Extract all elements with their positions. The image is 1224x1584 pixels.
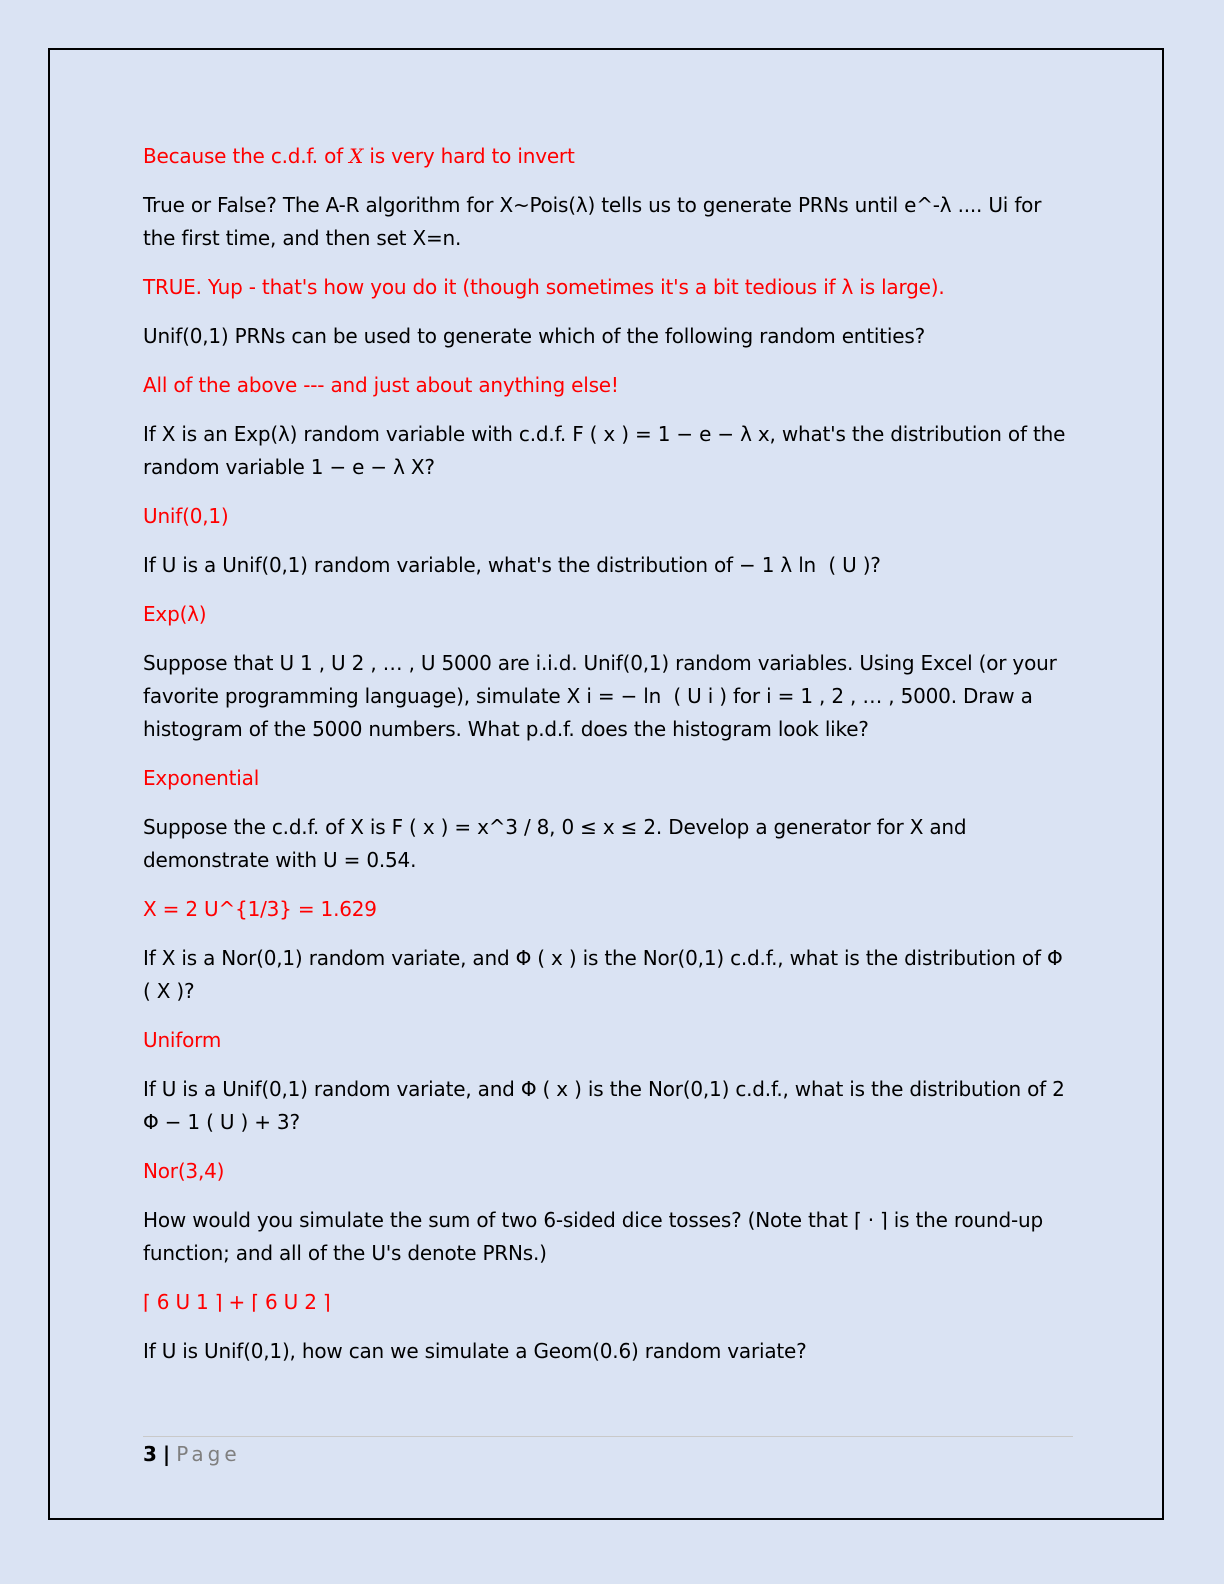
question-paragraph: If U is a Unif(0,1) random variable, what's the distribution of − 1 λ ln ⁡ ( U )? [143, 553, 881, 577]
answer-paragraph: Exponential [143, 766, 260, 790]
answer-paragraph: Because the c.d.f. of X is very hard to invert [143, 144, 575, 168]
question-paragraph: Suppose that U 1 , U 2 , … , U 5000 are i.i.d. Unif(0,1) random variables. Using Excel (or your favorite programming language), simulate X i = − ln ⁡ ( U i ) for i = 1 , 2 , … , 5000. Draw a histogram of the 5000 numbers. What p.d.f. does the histogram look like? [143, 651, 1057, 741]
answer-paragraph: Unif(0,1) [143, 504, 229, 528]
question-paragraph: If U is Unif(0,1), how can we simulate a Geom(0.6) random variate? [143, 1339, 807, 1363]
page-footer [143, 1440, 241, 1468]
answer-paragraph: ⌈ 6 U 1 ⌉ + ⌈ 6 U 2 ⌉ [143, 1290, 331, 1314]
question-paragraph: If X is an Exp(λ) random variable with c.d.f. F ( x ) = 1 − e − λ x, what's the distribution of the random variable 1 − e − λ X? [143, 422, 1066, 479]
question-paragraph: Suppose the c.d.f. of X is F ( x ) = x^3 / 8, 0 ≤ x ≤ 2. Develop a generator for X and demonstrate with U = 0.54. [143, 815, 967, 872]
footer-separator: | [162, 1442, 171, 1466]
answer-paragraph: Nor(3,4) [143, 1159, 225, 1183]
question-paragraph: If X is a Nor(0,1) random variate, and Φ ( x ) is the Nor(0,1) c.d.f., what is the distribution of Φ ( X )? [143, 946, 1063, 1003]
answer-paragraph: X = 2 U^{1/3} = 1.629 [143, 897, 377, 921]
answer-paragraph: Uniform [143, 1028, 222, 1052]
document-body [143, 140, 1073, 1384]
answer-paragraph: Exp(λ) [143, 602, 207, 626]
answer-paragraph: All of the above --- and just about anything else! [143, 373, 619, 397]
math-variable: X [349, 144, 364, 168]
page-label: Page [176, 1442, 241, 1466]
page-number: 3 [143, 1442, 157, 1466]
question-paragraph: Unif(0,1) PRNs can be used to generate which of the following random entities? [143, 324, 926, 348]
question-paragraph: True or False? The A-R algorithm for X~Pois(λ) tells us to generate PRNs until e^-λ .... Ui for the first time, and then set X=n. [143, 193, 1042, 250]
question-paragraph: How would you simulate the sum of two 6-sided dice tosses? (Note that ⌈ · ⌉ is the round-up function; and all of the U's denote PRNs.) [143, 1208, 1043, 1265]
question-paragraph: If U is a Unif(0,1) random variate, and Φ ( x ) is the Nor(0,1) c.d.f., what is the distribution of 2 Φ − 1 ( U ) + 3? [143, 1077, 1065, 1134]
answer-paragraph: TRUE. Yup - that's how you do it (though sometimes it's a bit tedious if λ is large). [143, 275, 945, 299]
footer-divider [143, 1436, 1073, 1437]
